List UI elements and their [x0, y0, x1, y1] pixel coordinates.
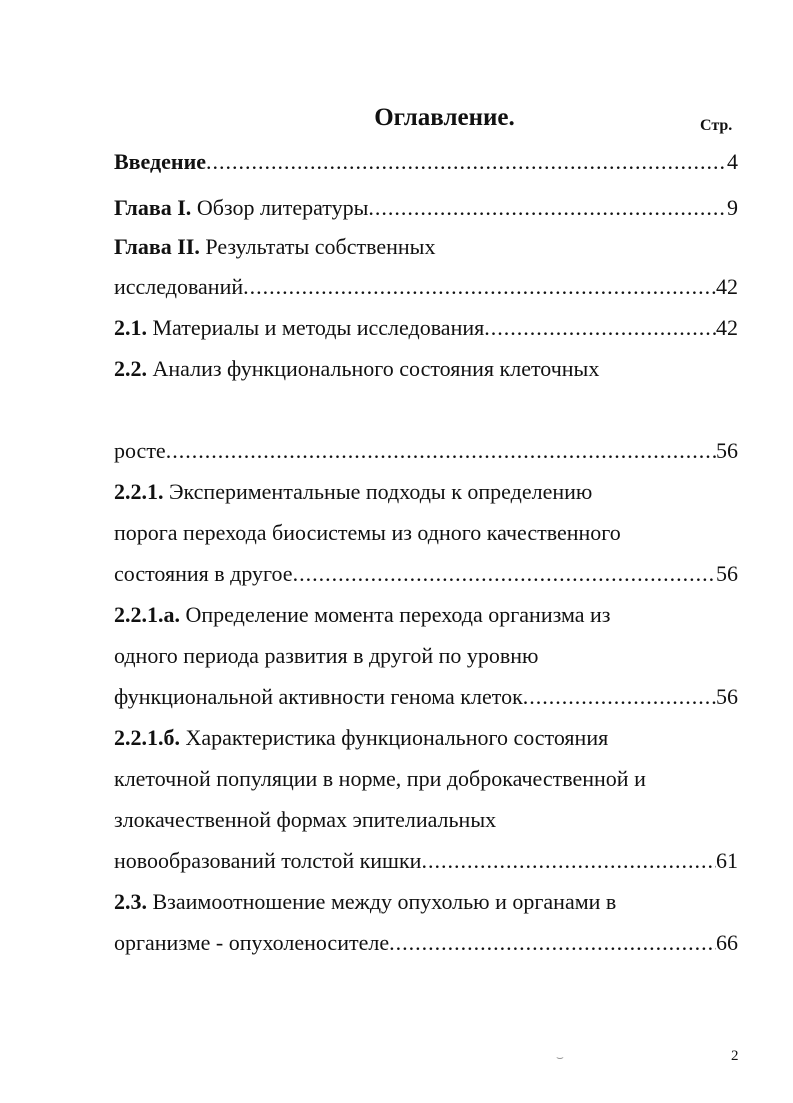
entry-text: клеточной популяции в норме, при доброкачественной и: [114, 766, 646, 791]
toc-entry-2-3: [114, 887, 738, 917]
entry-page: 9: [727, 195, 738, 220]
entry-text: исследований: [114, 274, 244, 299]
toc-entry-2-2: [114, 354, 738, 384]
page-column-label: Стр.: [700, 117, 733, 134]
toc-entry-2-2-1-a-cont: [114, 641, 738, 671]
entry-text: Анализ функционального состояния клеточных: [147, 356, 600, 381]
toc-entry-chapter-2: [114, 232, 738, 262]
dot-leader: [484, 313, 716, 343]
dot-leader: [523, 682, 716, 712]
entry-text: Обзор литературы: [191, 195, 369, 220]
toc-entry-2-2-1-a: [114, 600, 738, 630]
entry-label: 2.2.1.б.: [114, 725, 180, 750]
toc-entry-chapter-1: [114, 193, 738, 223]
entry-page: 56: [716, 561, 738, 586]
entry-text: новообразований толстой кишки: [114, 848, 422, 873]
toc-entry-2-1: [114, 313, 738, 343]
entry-text: организме - опухоленосителе: [114, 930, 390, 955]
dot-leader: [293, 559, 716, 589]
entry-text: Материалы и методы исследования: [147, 315, 485, 340]
dot-leader: [206, 147, 727, 177]
toc-entry-2-2-cont2: [114, 436, 738, 466]
dot-leader: [421, 846, 716, 876]
entry-label: 2.1.: [114, 315, 147, 340]
toc-entry-2-2-1-b: [114, 723, 738, 753]
toc-title-text: Оглавление.: [374, 104, 515, 131]
entry-text: состояния в другое: [114, 561, 293, 586]
entry-label: 2.2.: [114, 356, 147, 381]
toc-title: [0, 104, 793, 132]
toc-entry-chapter-2-cont: [114, 272, 738, 302]
entry-text: Результаты собственных: [199, 234, 436, 259]
entry-text: порога перехода биосистемы из одного качественного: [114, 520, 621, 545]
entry-text: росте: [114, 438, 166, 463]
entry-label: 2.3.: [114, 889, 147, 914]
entry-page: 66: [716, 930, 738, 955]
entry-page: 42: [716, 315, 738, 340]
entry-text: одного периода развития в другой по уровню: [114, 643, 539, 668]
dot-leader: [368, 193, 727, 223]
entry-text: злокачественной формах эпителиальных: [114, 807, 497, 832]
toc-entry-2-2-cont: [114, 395, 738, 425]
entry-text: Взаимоотношение между опухолью и органами в: [147, 889, 617, 914]
entry-page: 56: [716, 438, 738, 463]
entry-page: 61: [716, 848, 738, 873]
entry-text: Характеристика функционального состояния: [180, 725, 609, 750]
entry-label: 2.2.1.: [114, 479, 164, 504]
entry-text: Определение момента перехода организма из: [180, 602, 611, 627]
toc-entry-introduction: [114, 147, 738, 177]
entry-text: Экспериментальные подходы к определению: [163, 479, 593, 504]
toc-entry-2-2-1-b-cont2: [114, 805, 738, 835]
entry-label: 2.2.1.а.: [114, 602, 180, 627]
scan-mark: ⌣: [556, 1050, 564, 1064]
dot-leader: [243, 272, 716, 302]
entry-label: Введение: [114, 149, 207, 174]
entry-text: функциональной активности генома клеток: [114, 684, 523, 709]
entry-page: 4: [727, 149, 738, 174]
toc-entry-2-3-cont: [114, 928, 738, 958]
toc-entry-2-2-1-cont: [114, 518, 738, 548]
toc-entry-2-2-1-a-cont2: [114, 682, 738, 712]
dot-leader: [389, 928, 716, 958]
dot-leader: [166, 436, 716, 466]
entry-label: Глава II.: [114, 234, 200, 259]
toc-entry-2-2-1: [114, 477, 738, 507]
entry-page: 56: [716, 684, 738, 709]
toc-entry-2-2-1-b-cont: [114, 764, 738, 794]
toc-entry-2-2-1-b-cont3: [114, 846, 738, 876]
toc-entry-2-2-1-cont2: [114, 559, 738, 589]
entry-page: 42: [716, 274, 738, 299]
entry-label: Глава I.: [114, 195, 192, 220]
page-number: 2: [731, 1048, 739, 1064]
